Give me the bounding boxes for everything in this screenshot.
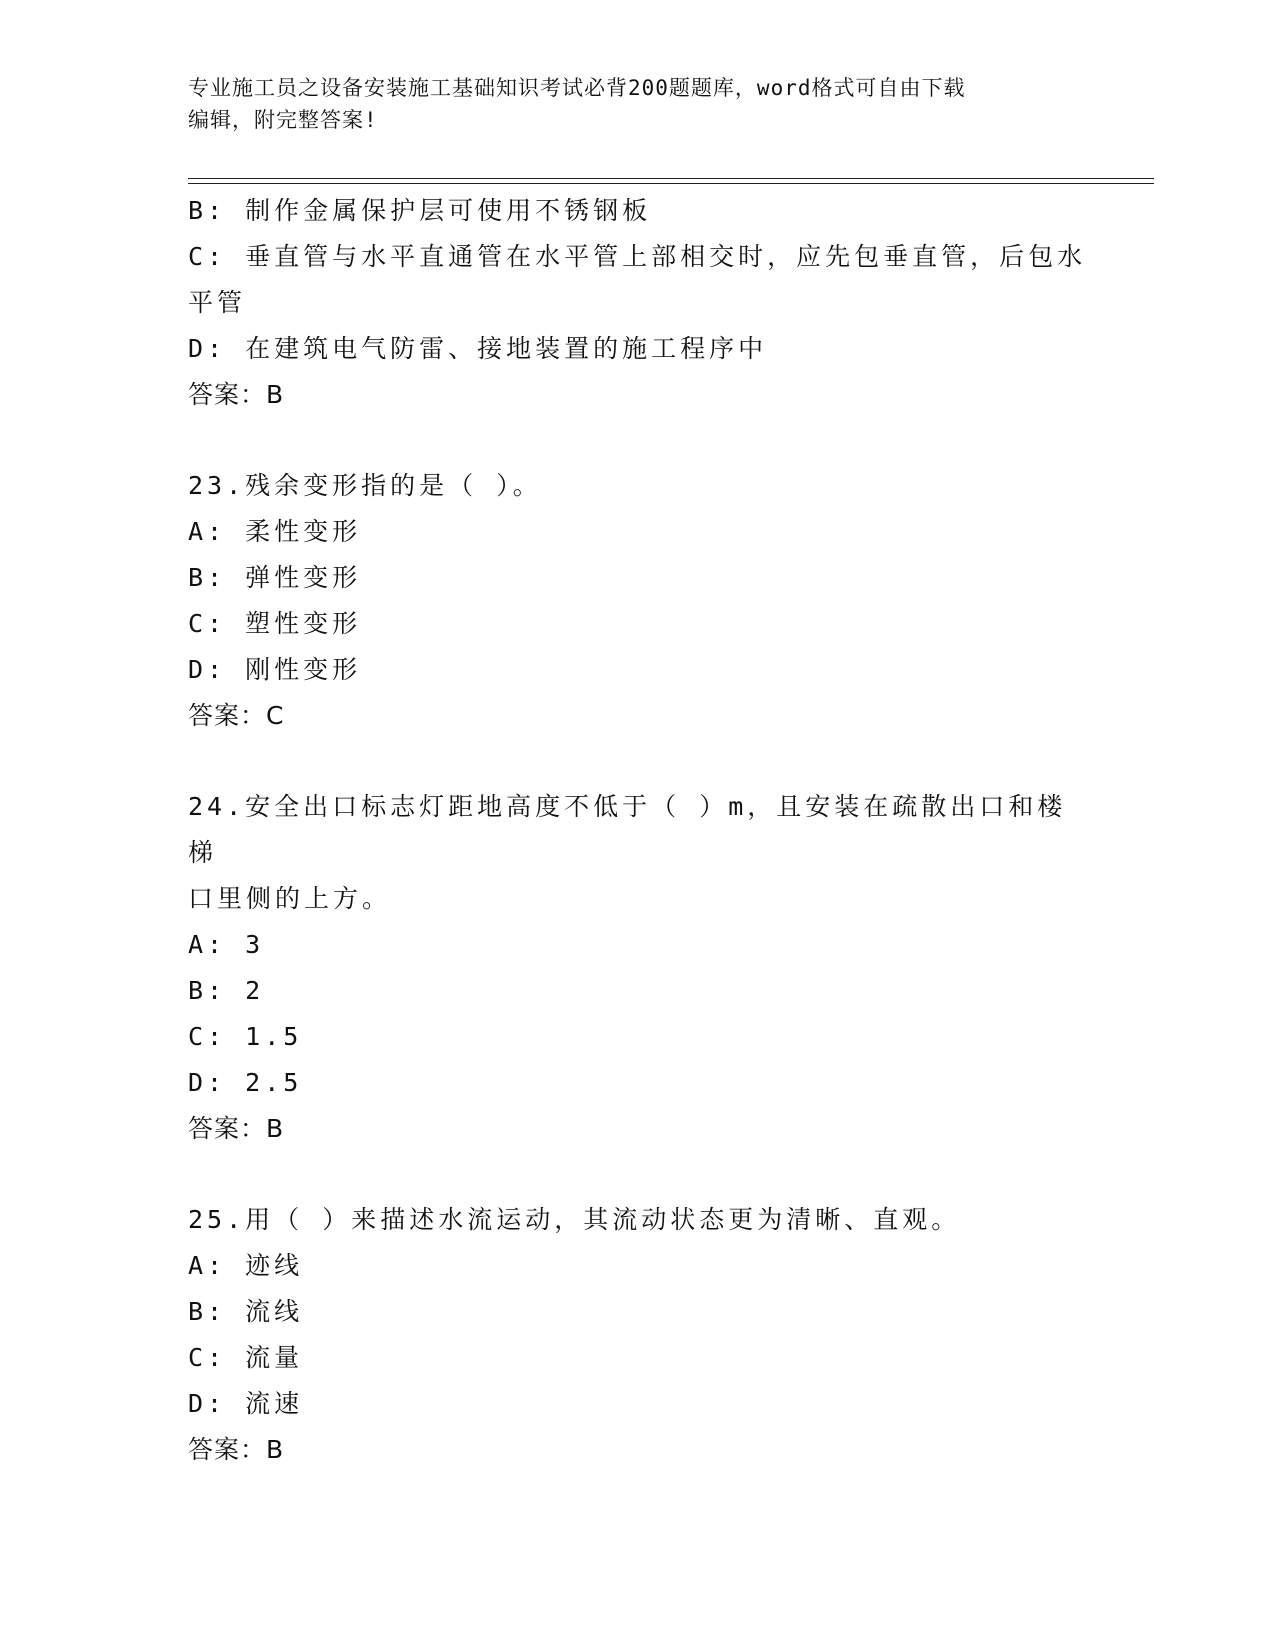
option-b: B: 制作金属保护层可使用不锈钢板 bbox=[188, 196, 652, 225]
header-title-line-2: 编辑，附完整答案! bbox=[188, 108, 378, 132]
answer-line: 答案：B bbox=[188, 1114, 285, 1143]
option-b: B: 弹性变形 bbox=[188, 563, 362, 592]
option-c: C: 流量 bbox=[188, 1343, 304, 1372]
option-d: D: 流速 bbox=[188, 1389, 304, 1418]
option-a: A: 迹线 bbox=[188, 1251, 304, 1280]
option-c: C: 垂直管与水平直通管在水平管上部相交时，应先包垂直管，后包水 bbox=[188, 242, 1087, 271]
question-stem-wrap: 口里侧的上方。 bbox=[188, 884, 392, 913]
question-stem: 24.安全出口标志灯距地高度不低于（ ）m，且安装在疏散出口和楼梯 bbox=[188, 792, 1067, 867]
question-22-continuation bbox=[188, 188, 1088, 418]
document-header bbox=[188, 72, 1068, 136]
option-d: D: 在建筑电气防雷、接地装置的施工程序中 bbox=[188, 334, 768, 363]
question-23 bbox=[188, 463, 1088, 739]
option-c: C: 塑性变形 bbox=[188, 609, 362, 638]
option-c-wrap: 平管 bbox=[188, 288, 247, 317]
answer-line: 答案：B bbox=[188, 1435, 285, 1464]
option-a: A: 3 bbox=[188, 930, 265, 959]
option-d: D: 刚性变形 bbox=[188, 655, 362, 684]
header-divider-bottom bbox=[188, 183, 1154, 184]
option-b: B: 2 bbox=[188, 976, 265, 1005]
option-a: A: 柔性变形 bbox=[188, 517, 362, 546]
answer-line: 答案：C bbox=[188, 701, 285, 730]
answer-line: 答案：B bbox=[188, 380, 285, 409]
option-b: B: 流线 bbox=[188, 1297, 304, 1326]
question-24 bbox=[188, 784, 1088, 1152]
option-d: D: 2.5 bbox=[188, 1068, 303, 1097]
question-25 bbox=[188, 1197, 1088, 1473]
document-body bbox=[188, 188, 1088, 1473]
option-c: C: 1.5 bbox=[188, 1022, 303, 1051]
header-divider-top bbox=[188, 178, 1154, 179]
question-stem: 23.残余变形指的是（ ）。 bbox=[188, 471, 542, 500]
question-stem: 25.用（ ）来描述水流运动，其流动状态更为清晰、直观。 bbox=[188, 1205, 961, 1234]
header-title-line-1: 专业施工员之设备安装施工基础知识考试必背200题题库，word格式可自由下载 bbox=[188, 76, 966, 100]
